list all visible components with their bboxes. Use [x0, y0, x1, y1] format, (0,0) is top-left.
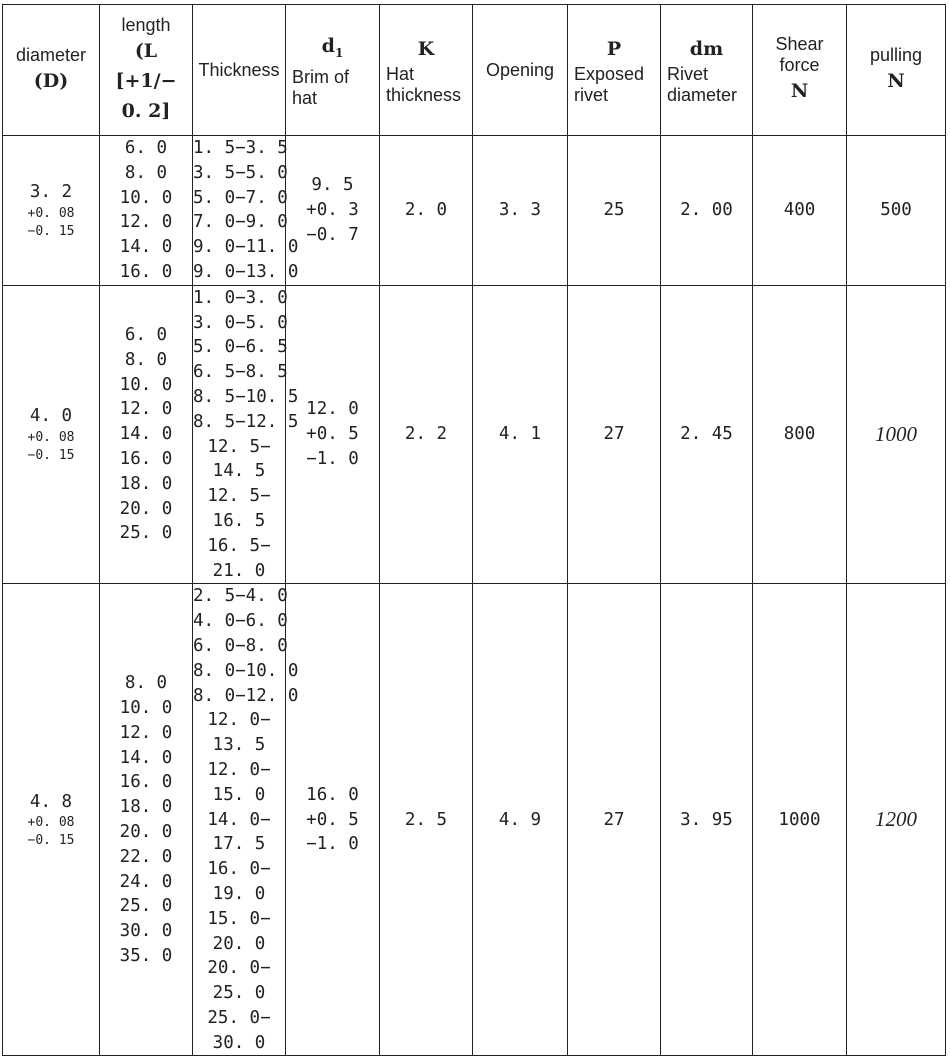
cell-line: 9. 0−11. 0 — [193, 237, 299, 258]
cell-opening: 3. 3 — [473, 136, 568, 286]
cell-line: 20. 0 — [119, 498, 173, 519]
header-shear — [753, 5, 847, 136]
cell-line: 9. 5 — [311, 175, 354, 196]
cell-line: 1. 0−3. 0 — [193, 287, 288, 308]
cell-line: +0. 3 — [306, 199, 359, 220]
header-diameter — [3, 5, 100, 136]
cell-pulling: 1200 — [847, 584, 946, 1056]
cell-line: 9. 0−13. 0 — [193, 261, 299, 282]
header-dm — [661, 5, 753, 136]
tolerance-minus: −0. 15 — [27, 223, 75, 239]
header-p-desc1: Exposed — [574, 64, 645, 84]
cell-opening: 4. 1 — [473, 285, 568, 584]
cell-line: 20. 0− — [207, 958, 271, 979]
header-shear-label1: Shear — [775, 34, 824, 54]
cell-line: 3. 0−5. 0 — [193, 312, 288, 333]
header-length — [100, 5, 193, 136]
header-k-symbol: K — [417, 38, 435, 60]
cell-shear: 1000 — [753, 584, 847, 1056]
header-dm-desc1: Rivet — [667, 64, 709, 84]
header-k-desc1: Hat — [386, 64, 415, 84]
cell-line: 20. 0 — [212, 933, 266, 954]
cell-line: 10. 0 — [119, 374, 173, 395]
cell-line: 3. 5−5. 0 — [193, 162, 288, 183]
header-d1-desc2: hat — [292, 88, 318, 109]
cell-line: 14. 0 — [119, 237, 173, 258]
header-dm-symbol: dm — [689, 38, 724, 60]
cell-line: 8. 0 — [124, 673, 168, 694]
cell-line: 7. 0−9. 0 — [193, 212, 288, 233]
header-d1-desc1: Brim of — [292, 67, 350, 88]
cell-diameter — [3, 584, 100, 1056]
cell-line: 25. 0 — [212, 983, 266, 1004]
cell-line: 8. 0−12. 0 — [193, 685, 299, 706]
cell-shear: 800 — [753, 285, 847, 584]
cell-line: 16. 0 — [119, 448, 173, 469]
cell-k: 2. 5 — [380, 584, 473, 1056]
cell-line: −0. 7 — [306, 224, 359, 245]
cell-line: 18. 0 — [119, 473, 173, 494]
cell-line: 5. 0−6. 5 — [193, 337, 288, 358]
tolerance-plus: +0. 08 — [27, 205, 75, 221]
cell-line: 14. 0 — [119, 424, 173, 445]
cell-line: +0. 5 — [306, 809, 359, 830]
cell-line: 17. 5 — [212, 834, 266, 855]
cell-line: 16. 0 — [119, 261, 173, 282]
cell-line: 21. 0 — [212, 560, 266, 581]
cell-line: 2. 5−4. 0 — [193, 586, 288, 607]
cell-line: 6. 5−8. 5 — [193, 362, 288, 383]
cell-line: 12. 5− — [207, 436, 271, 457]
cell-line: 14. 0− — [207, 809, 271, 830]
cell-thickness — [193, 584, 299, 1056]
cell-line: 16. 0 — [306, 784, 359, 805]
header-shear-label2: force — [779, 55, 820, 75]
header-shear-unit: N — [790, 80, 809, 102]
header-k — [380, 5, 473, 136]
cell-line: 6. 0−8. 0 — [193, 635, 288, 656]
cell-line: 25. 0 — [119, 523, 173, 544]
rivet-spec-table — [2, 4, 946, 1056]
cell-line: 15. 0− — [207, 908, 271, 929]
cell-line: 10. 0 — [119, 697, 173, 718]
table-row — [3, 584, 946, 1056]
cell-thickness — [193, 136, 299, 286]
cell-line: 12. 0 — [119, 212, 173, 233]
cell-line: 24. 0 — [119, 871, 173, 892]
cell-shear: 400 — [753, 136, 847, 286]
cell-line: 8. 0−10. 0 — [193, 660, 299, 681]
cell-line: 6. 0 — [124, 324, 168, 345]
cell-line: 10. 0 — [119, 187, 173, 208]
header-length-label: length — [121, 14, 171, 35]
header-length-l3: 0. 2] — [121, 99, 171, 122]
header-pulling-unit: N — [887, 69, 905, 92]
header-p-symbol: P — [606, 38, 622, 60]
cell-diameter — [3, 136, 100, 286]
tolerance-plus: +0. 08 — [27, 429, 75, 445]
cell-line: 30. 0 — [119, 921, 173, 942]
cell-line: −1. 0 — [306, 448, 359, 469]
cell-line: 35. 0 — [119, 945, 173, 966]
cell-p: 27 — [568, 584, 661, 1056]
table-row — [3, 285, 946, 584]
cell-d1 — [286, 136, 380, 286]
cell-lengths — [100, 285, 193, 584]
cell-line: 8. 5−10. 5 — [193, 386, 299, 407]
header-diameter-label: diameter — [15, 44, 87, 65]
cell-line: 5. 0−7. 0 — [193, 187, 288, 208]
cell-pulling: 1000 — [847, 285, 946, 584]
cell-line: 19. 0 — [212, 883, 266, 904]
cell-line: 20. 0 — [119, 821, 173, 842]
cell-line: 8. 0 — [124, 162, 168, 183]
cell-line: 12. 0− — [207, 710, 271, 731]
cell-p: 25 — [568, 136, 661, 286]
cell-d1 — [286, 584, 380, 1056]
header-p — [568, 5, 661, 136]
cell-line: 30. 0 — [212, 1032, 266, 1053]
cell-dm: 3. 95 — [661, 584, 753, 1056]
header-length-l1: (L — [134, 39, 158, 62]
header-d1 — [286, 5, 380, 136]
header-k-desc2: thickness — [386, 85, 462, 105]
cell-line: 12. 0 — [119, 399, 173, 420]
header-p-desc2: rivet — [574, 85, 609, 105]
cell-line: 16. 5− — [207, 535, 271, 556]
cell-lengths — [100, 136, 193, 286]
cell-lengths — [100, 584, 193, 1056]
cell-line: 25. 0 — [119, 896, 173, 917]
cell-k: 2. 2 — [380, 285, 473, 584]
header-pulling-label: pulling — [869, 44, 923, 65]
cell-line: 12. 0 — [119, 722, 173, 743]
cell-line: −1. 0 — [306, 834, 359, 855]
header-thickness: Thickness — [193, 5, 286, 136]
cell-diameter — [3, 285, 100, 584]
header-opening: Opening — [473, 5, 568, 136]
cell-line: 12. 0− — [207, 759, 271, 780]
cell-k: 2. 0 — [380, 136, 473, 286]
cell-line: +0. 5 — [306, 424, 359, 445]
cell-line: 8. 0 — [124, 349, 168, 370]
diameter-value: 4. 0 — [29, 406, 73, 427]
cell-line: 25. 0− — [207, 1007, 271, 1028]
cell-line: 18. 0 — [119, 797, 173, 818]
cell-thickness — [193, 285, 299, 584]
tolerance-minus: −0. 15 — [27, 447, 75, 463]
header-dm-desc2: diameter — [667, 85, 738, 105]
cell-line: 6. 0 — [124, 138, 168, 158]
cell-line: 14. 5 — [212, 461, 266, 482]
cell-pulling: 500 — [847, 136, 946, 286]
diameter-value: 4. 8 — [29, 791, 73, 812]
cell-line: 14. 0 — [119, 747, 173, 768]
cell-line: 16. 5 — [212, 510, 266, 531]
cell-dm: 2. 45 — [661, 285, 753, 584]
tolerance-plus: +0. 08 — [27, 815, 75, 831]
cell-line: 1. 5−3. 5 — [193, 138, 288, 158]
cell-p: 27 — [568, 285, 661, 584]
cell-opening: 4. 9 — [473, 584, 568, 1056]
cell-d1 — [286, 285, 380, 584]
tolerance-minus: −0. 15 — [27, 833, 75, 849]
cell-dm: 2. 00 — [661, 136, 753, 286]
header-pulling — [847, 5, 946, 136]
diameter-value: 3. 2 — [29, 181, 73, 202]
cell-line: 15. 0 — [212, 784, 266, 805]
cell-line: 13. 5 — [212, 735, 266, 756]
header-diameter-symbol: (D) — [33, 69, 69, 92]
header-length-l2: [+1/− — [115, 69, 177, 92]
cell-line: 8. 5−12. 5 — [193, 411, 299, 432]
cell-line: 16. 0 — [119, 772, 173, 793]
table-row — [3, 136, 946, 286]
header-row — [3, 5, 946, 136]
header-d1-symbol: $d_1$ — [321, 34, 344, 60]
cell-line: 22. 0 — [119, 846, 173, 867]
cell-line: 16. 0− — [207, 859, 271, 880]
cell-line: 12. 5− — [207, 486, 271, 507]
cell-line: 12. 0 — [306, 399, 359, 420]
cell-line: 4. 0−6. 0 — [193, 611, 288, 632]
